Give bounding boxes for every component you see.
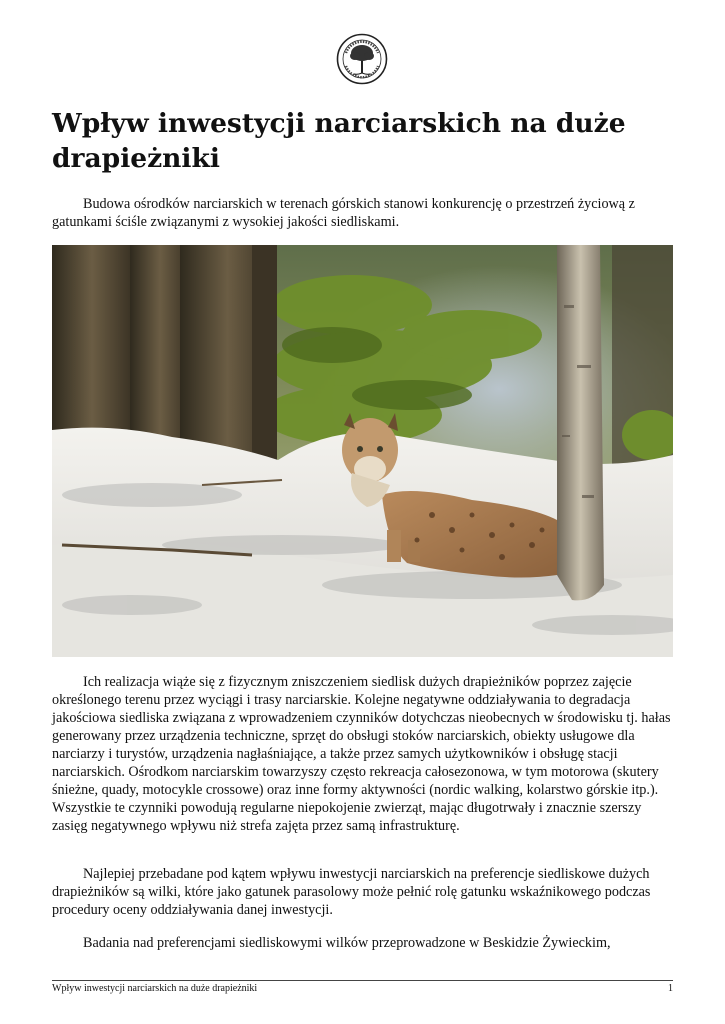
paragraph-research: Badania nad preferencjami siedliskowymi wilków przeprowadzone w Beskidzie Żywieckim, [83,935,611,951]
paragraph-wolves: Najlepiej przebadane pod kątem wpływu inwestycji narciarskich na preferencje siedliskowe dużych drapieżników są wilki, które jako gatunek parasolowy może pełnić rolę gatunku wskaźnikowego podczas procedury oceny oddziaływania danej inwestycji. [52,866,651,918]
footer-title: Wpływ inwestycji narciarskich na duże drapieżniki [52,983,258,994]
page-number: 1 [668,983,673,994]
footer-divider [52,980,673,981]
tree-seal-icon [336,33,388,85]
page-title: Wpływ inwestycji narciarskich na duże drapieżniki [52,108,626,174]
lynx-photo [52,245,673,657]
paragraph-intro: Budowa ośrodków narciarskich w terenach górskich stanowi konkurencję o przestrzeń życiową z gatunkami ściśle związanymi z wysokiej jakości siedliskami. [52,196,635,230]
paragraph-impacts: Ich realizacja wiąże się z fizycznym zniszczeniem siedlisk dużych drapieżników poprzez zajęcie określonego terenu przez wyciągi i trasy narciarskie. Kolejne negatywne oddziaływania to degradacja jakościowa siedliska związana z wprowadzeniem czynników dotychczas nieobecnych w środowisku tj. hałas generowany przez urządzenia techniczne, sprzęt do obsługi stoków narciarskich, obiekty usługowe dla narciarzy i turystów, urządzenia nagłaśniające, a także przez samych użytkowników i obsługę stacji narciarskich. Ośrodkom narciarskim towarzyszy często rekreacja całosezonowa, w tym motorowa (skutery śnieżne, quady, motocykle crossowe) oraz inne formy aktywności (nordic walking, kolarstwo górskie itp.). Wszystkie te czynniki powodują regularne niepokojenie zwierząt, mając długotrwały i znacznie szerszy zasięg negatywnego wpływu niż strefa zajęta przez samą infrastrukturę. [52,674,671,834]
